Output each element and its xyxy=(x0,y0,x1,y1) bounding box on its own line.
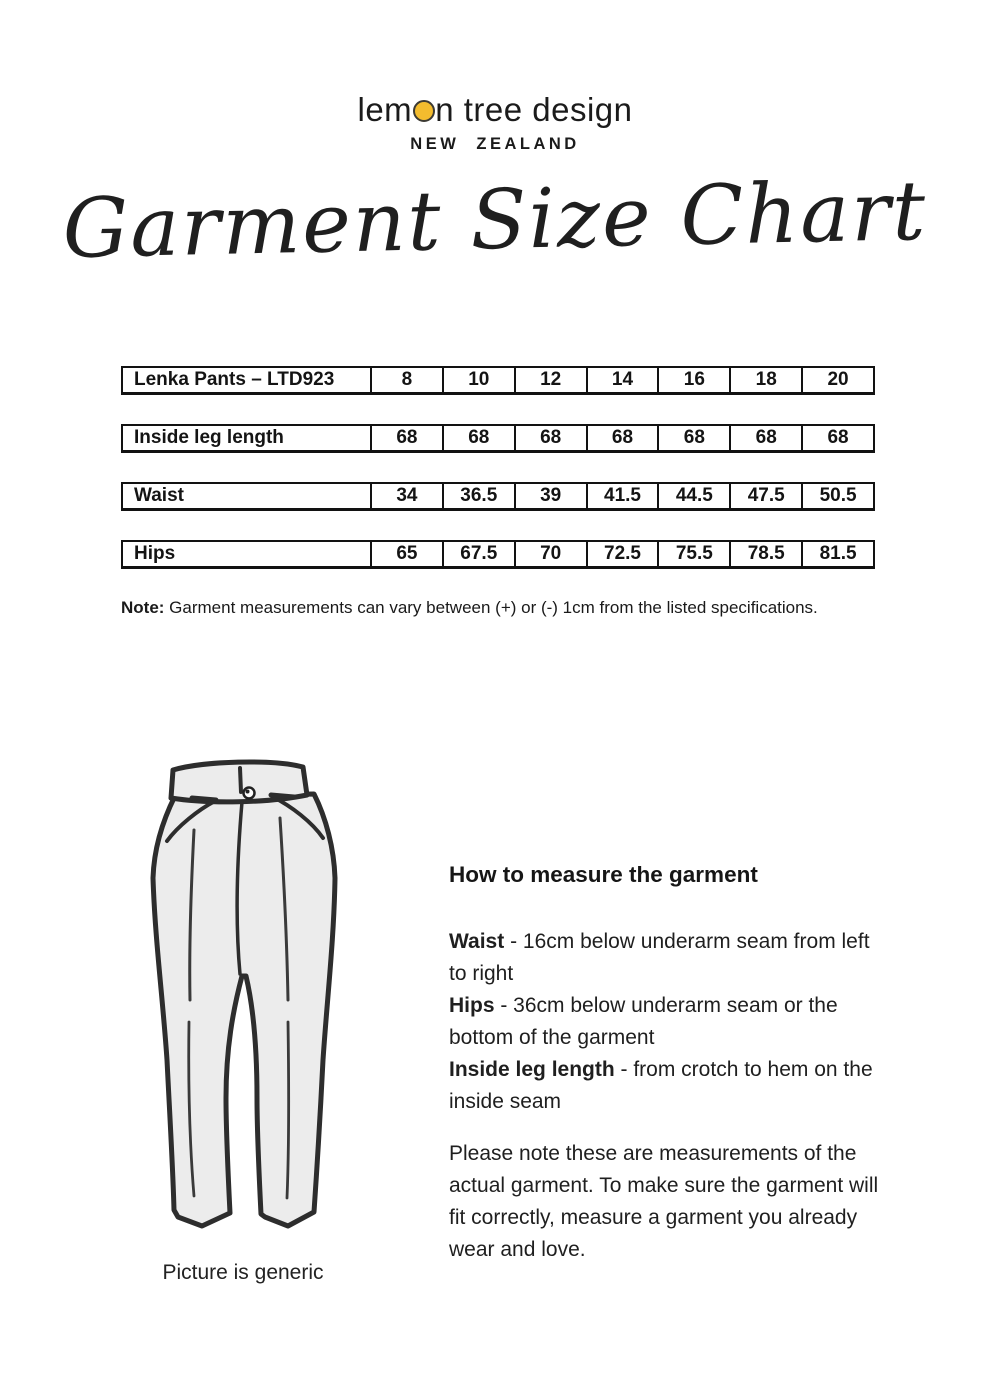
size-value-cell: 36.5 xyxy=(442,484,514,508)
row-label-cell: Inside leg length xyxy=(134,427,284,448)
note-label: Note: xyxy=(121,598,165,617)
size-table-row-inside-leg xyxy=(121,424,875,453)
size-value-cell: 68 xyxy=(657,426,729,450)
figure-caption: Picture is generic xyxy=(162,1261,324,1284)
brand-name xyxy=(0,92,990,128)
measure-item-waist: Waist - 16cm below underarm seam from left to right xyxy=(449,930,870,985)
size-value-cell: 68 xyxy=(370,426,442,450)
size-value-cell: 41.5 xyxy=(586,484,658,508)
size-value-cell: 81.5 xyxy=(801,542,873,566)
lemon-icon xyxy=(413,100,435,122)
size-table xyxy=(121,366,875,598)
size-value-cell: 68 xyxy=(586,426,658,450)
row-label-cell: Hips xyxy=(134,543,176,564)
size-header-cell: 18 xyxy=(729,368,801,392)
size-table-header-row xyxy=(121,366,875,395)
size-header-cell: 16 xyxy=(657,368,729,392)
size-header-cell: 8 xyxy=(370,368,442,392)
size-header-cell: 12 xyxy=(514,368,586,392)
size-value-cell: 67.5 xyxy=(442,542,514,566)
size-value-cell: 78.5 xyxy=(729,542,801,566)
size-value-cell: 39 xyxy=(514,484,586,508)
howto-paragraph: Please note these are measurements of the actual garment. To make sure the garment will fit correctly, measure a garment you already wear and love. xyxy=(449,1142,879,1261)
size-value-cell: 68 xyxy=(514,426,586,450)
brand-country: NEW ZEALAND xyxy=(410,135,580,154)
size-value-cell: 65 xyxy=(370,542,442,566)
brand-name-left: lem xyxy=(357,91,413,128)
size-value-cell: 70 xyxy=(514,542,586,566)
brand-name-right: n tree design xyxy=(435,91,633,128)
button-icon xyxy=(244,788,255,799)
size-value-cell: 44.5 xyxy=(657,484,729,508)
size-value-cell: 72.5 xyxy=(586,542,658,566)
size-value-cell: 68 xyxy=(801,426,873,450)
brand-logo xyxy=(0,92,990,154)
size-header-cell: 20 xyxy=(801,368,873,392)
measure-instructions xyxy=(449,860,883,1266)
size-value-cell: 68 xyxy=(729,426,801,450)
size-value-cell: 68 xyxy=(442,426,514,450)
pants-figure xyxy=(118,748,368,1248)
size-header-cell: 14 xyxy=(586,368,658,392)
size-table-row-hips xyxy=(121,540,875,569)
note-text: Garment measurements can vary between (+) or (-) 1cm from the listed specifications. xyxy=(164,598,818,617)
row-label-cell: Waist xyxy=(134,485,184,506)
howto-items xyxy=(449,926,883,1118)
product-label-cell: Lenka Pants – LTD923 xyxy=(134,369,335,390)
measure-item-inside-leg: Inside leg length - from crotch to hem on the inside seam xyxy=(449,1058,873,1113)
size-value-cell: 34 xyxy=(370,484,442,508)
page-title: Garment Size Chart xyxy=(61,163,929,278)
size-value-cell: 75.5 xyxy=(657,542,729,566)
pants-illustration xyxy=(118,748,368,1248)
size-header-cell: 10 xyxy=(442,368,514,392)
howto-heading: How to measure the garment xyxy=(449,862,758,887)
size-value-cell: 47.5 xyxy=(729,484,801,508)
size-table-row-waist xyxy=(121,482,875,511)
measure-item-hips: Hips - 36cm below underarm seam or the bottom of the garment xyxy=(449,994,838,1049)
note xyxy=(121,598,818,618)
size-value-cell: 50.5 xyxy=(801,484,873,508)
